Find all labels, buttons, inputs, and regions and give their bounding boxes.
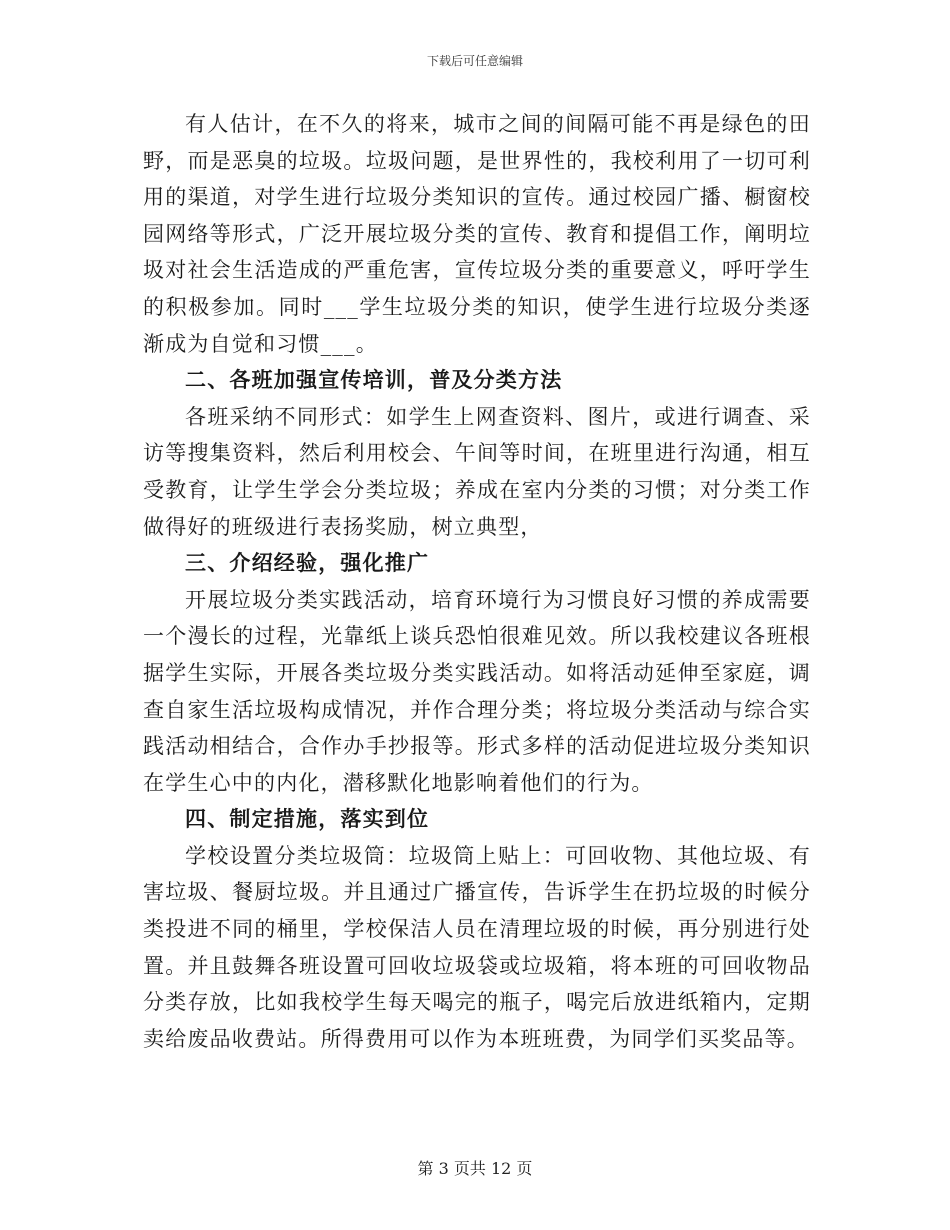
section-heading-2: 二、各班加强宣传培训，普及分类方法	[185, 368, 563, 393]
document-body	[143, 106, 811, 1057]
section-heading-3: 三、介绍经验，强化推广	[185, 551, 430, 576]
page-header: 下载后可任意编辑	[426, 54, 523, 68]
intro-paragraph: 有人估计，在不久的将来，城市之间的间隔可能不再是绿色的田野，而是恶臭的垃圾。垃圾问题，是世界性的，我校利用了一切可利用的渠道，对学生进行垃圾分类知识的宣传。通过校园广播、橱窗校园网络等形式，广泛开展垃圾分类的宣传、教育和提倡工作，阐明垃圾对社会生活造成的严重危害，宣传垃圾分类的重要意义，呼吁学生的积极参加。同时___学生垃圾分类的知识，使学生进行垃圾分类逐渐成为自觉和习惯___。	[143, 112, 811, 356]
section-heading-4: 四、制定措施，落实到位	[185, 807, 430, 832]
section-paragraph-3: 开展垃圾分类实践活动，培育环境行为习惯良好习惯的养成需要一个漫长的过程，光靠纸上谈兵恐怕很难见效。所以我校建议各班根据学生实际，开展各类垃圾分类实践活动。如将活动延伸至家庭，调查自家生活垃圾构成情况，并作合理分类；将垃圾分类活动与综合实践活动相结合，合作办手抄报等。形式多样的活动促进垃圾分类知识在学生心中的内化，潜移默化地影响着他们的行为。	[143, 587, 811, 795]
page-number: 第 3 页共 12 页	[417, 1159, 533, 1178]
section-paragraph-4: 学校设置分类垃圾筒：垃圾筒上贴上：可回收物、其他垃圾、有害垃圾、餐厨垃圾。并且通过广播宣传，告诉学生在扔垃圾的时候分类投进不同的桶里，学校保洁人员在清理垃圾的时候，再分别进行处置。并且鼓舞各班设置可回收垃圾袋或垃圾箱，将本班的可回收物品分类存放，比如我校学生每天喝完的瓶子，喝完后放进纸箱内，定期卖给废品收费站。所得费用可以作为本班班费，为同学们买奖品等。	[143, 843, 811, 1051]
section-paragraph-2: 各班采纳不同形式：如学生上网查资料、图片，或进行调查、采访等搜集资料，然后利用校会、午间等时间，在班里进行沟通，相互受教育，让学生学会分类垃圾；养成在室内分类的习惯；对分类工作做得好的班级进行表扬奖励，树立典型，	[143, 404, 811, 539]
